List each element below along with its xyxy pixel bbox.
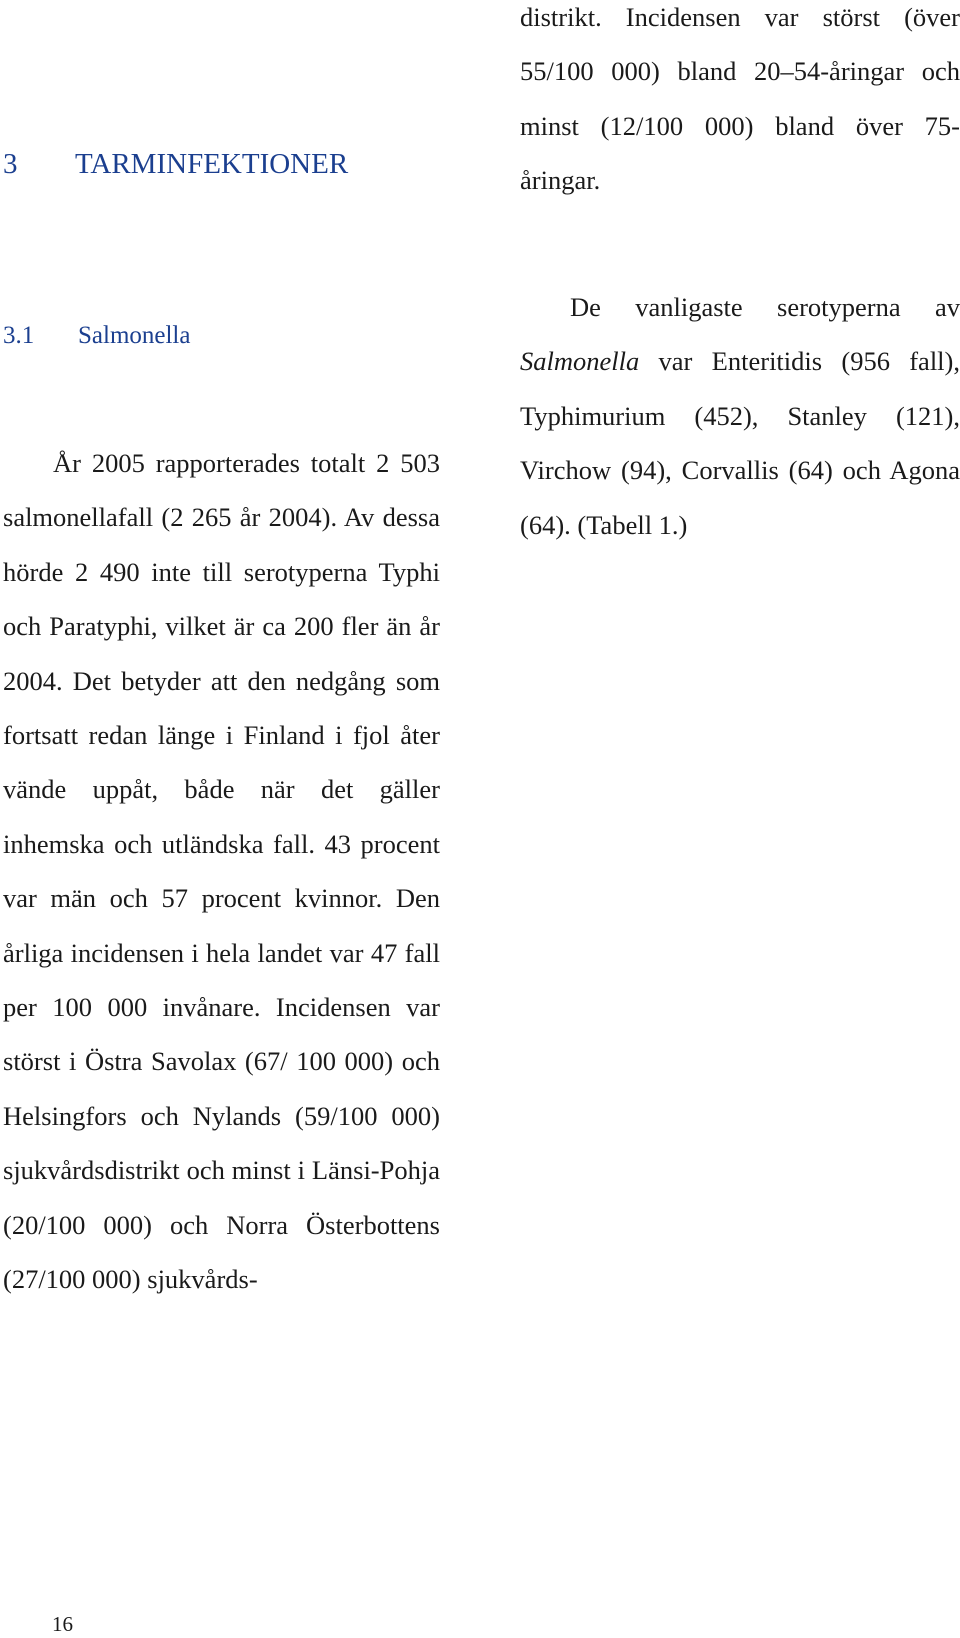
chapter-number: 3 — [3, 148, 18, 180]
section-number: 3.1 — [3, 322, 35, 349]
serotypes-intro: De vanligaste serotyperna av — [570, 292, 960, 322]
chapter-title: TARMINFEKTIONER — [75, 148, 349, 180]
chapter-heading — [3, 144, 348, 184]
section-heading — [3, 318, 190, 354]
salmonella-paragraph — [3, 436, 440, 1307]
salmonella-paragraph-text: År 2005 rapporterades totalt 2 503 salmonellafall (2 265 år 2004). Av dessa hörde 2 490 inte till serotyperna Typhi och Paratyphi, vilket är ca 200 fler än år 2004. Det betyder att den nedgång som fortsatt redan länge i Finland i fjol åter vände uppåt, både när det gäller inhemska och utländska fall. 43 procent var män och 57 procent kvinnor. Den årliga incidensen i hela landet var 47 fall per 100 000 invånare. Incidensen var störst i Östra Savolax (67/ 100 000) och Helsingfors och Nylands (59/100 000) sjukvårdsdistrikt och minst i Länsi-Pohja (20/100 000) och Norra Österbottens (27/100 000) sjukvårds- — [3, 448, 440, 1295]
continued-paragraph: distrikt. Incidensen var störst (över 55/100 000) bland 20–54-åringar och minst (12/100 000) bland över 75-åringar. — [520, 2, 960, 196]
salmonella-genus: Salmonella — [520, 346, 640, 377]
serotypes-paragraph — [520, 280, 960, 552]
serotypes-list: var Enteritidis (956 fall), Typhimurium (452), Stanley (121), Virchow (94), Corvallis (64) och Agona (64). (Tabell 1.) — [520, 346, 960, 540]
section-title: Salmonella — [78, 322, 191, 349]
page-number: 16 — [52, 1612, 73, 1636]
